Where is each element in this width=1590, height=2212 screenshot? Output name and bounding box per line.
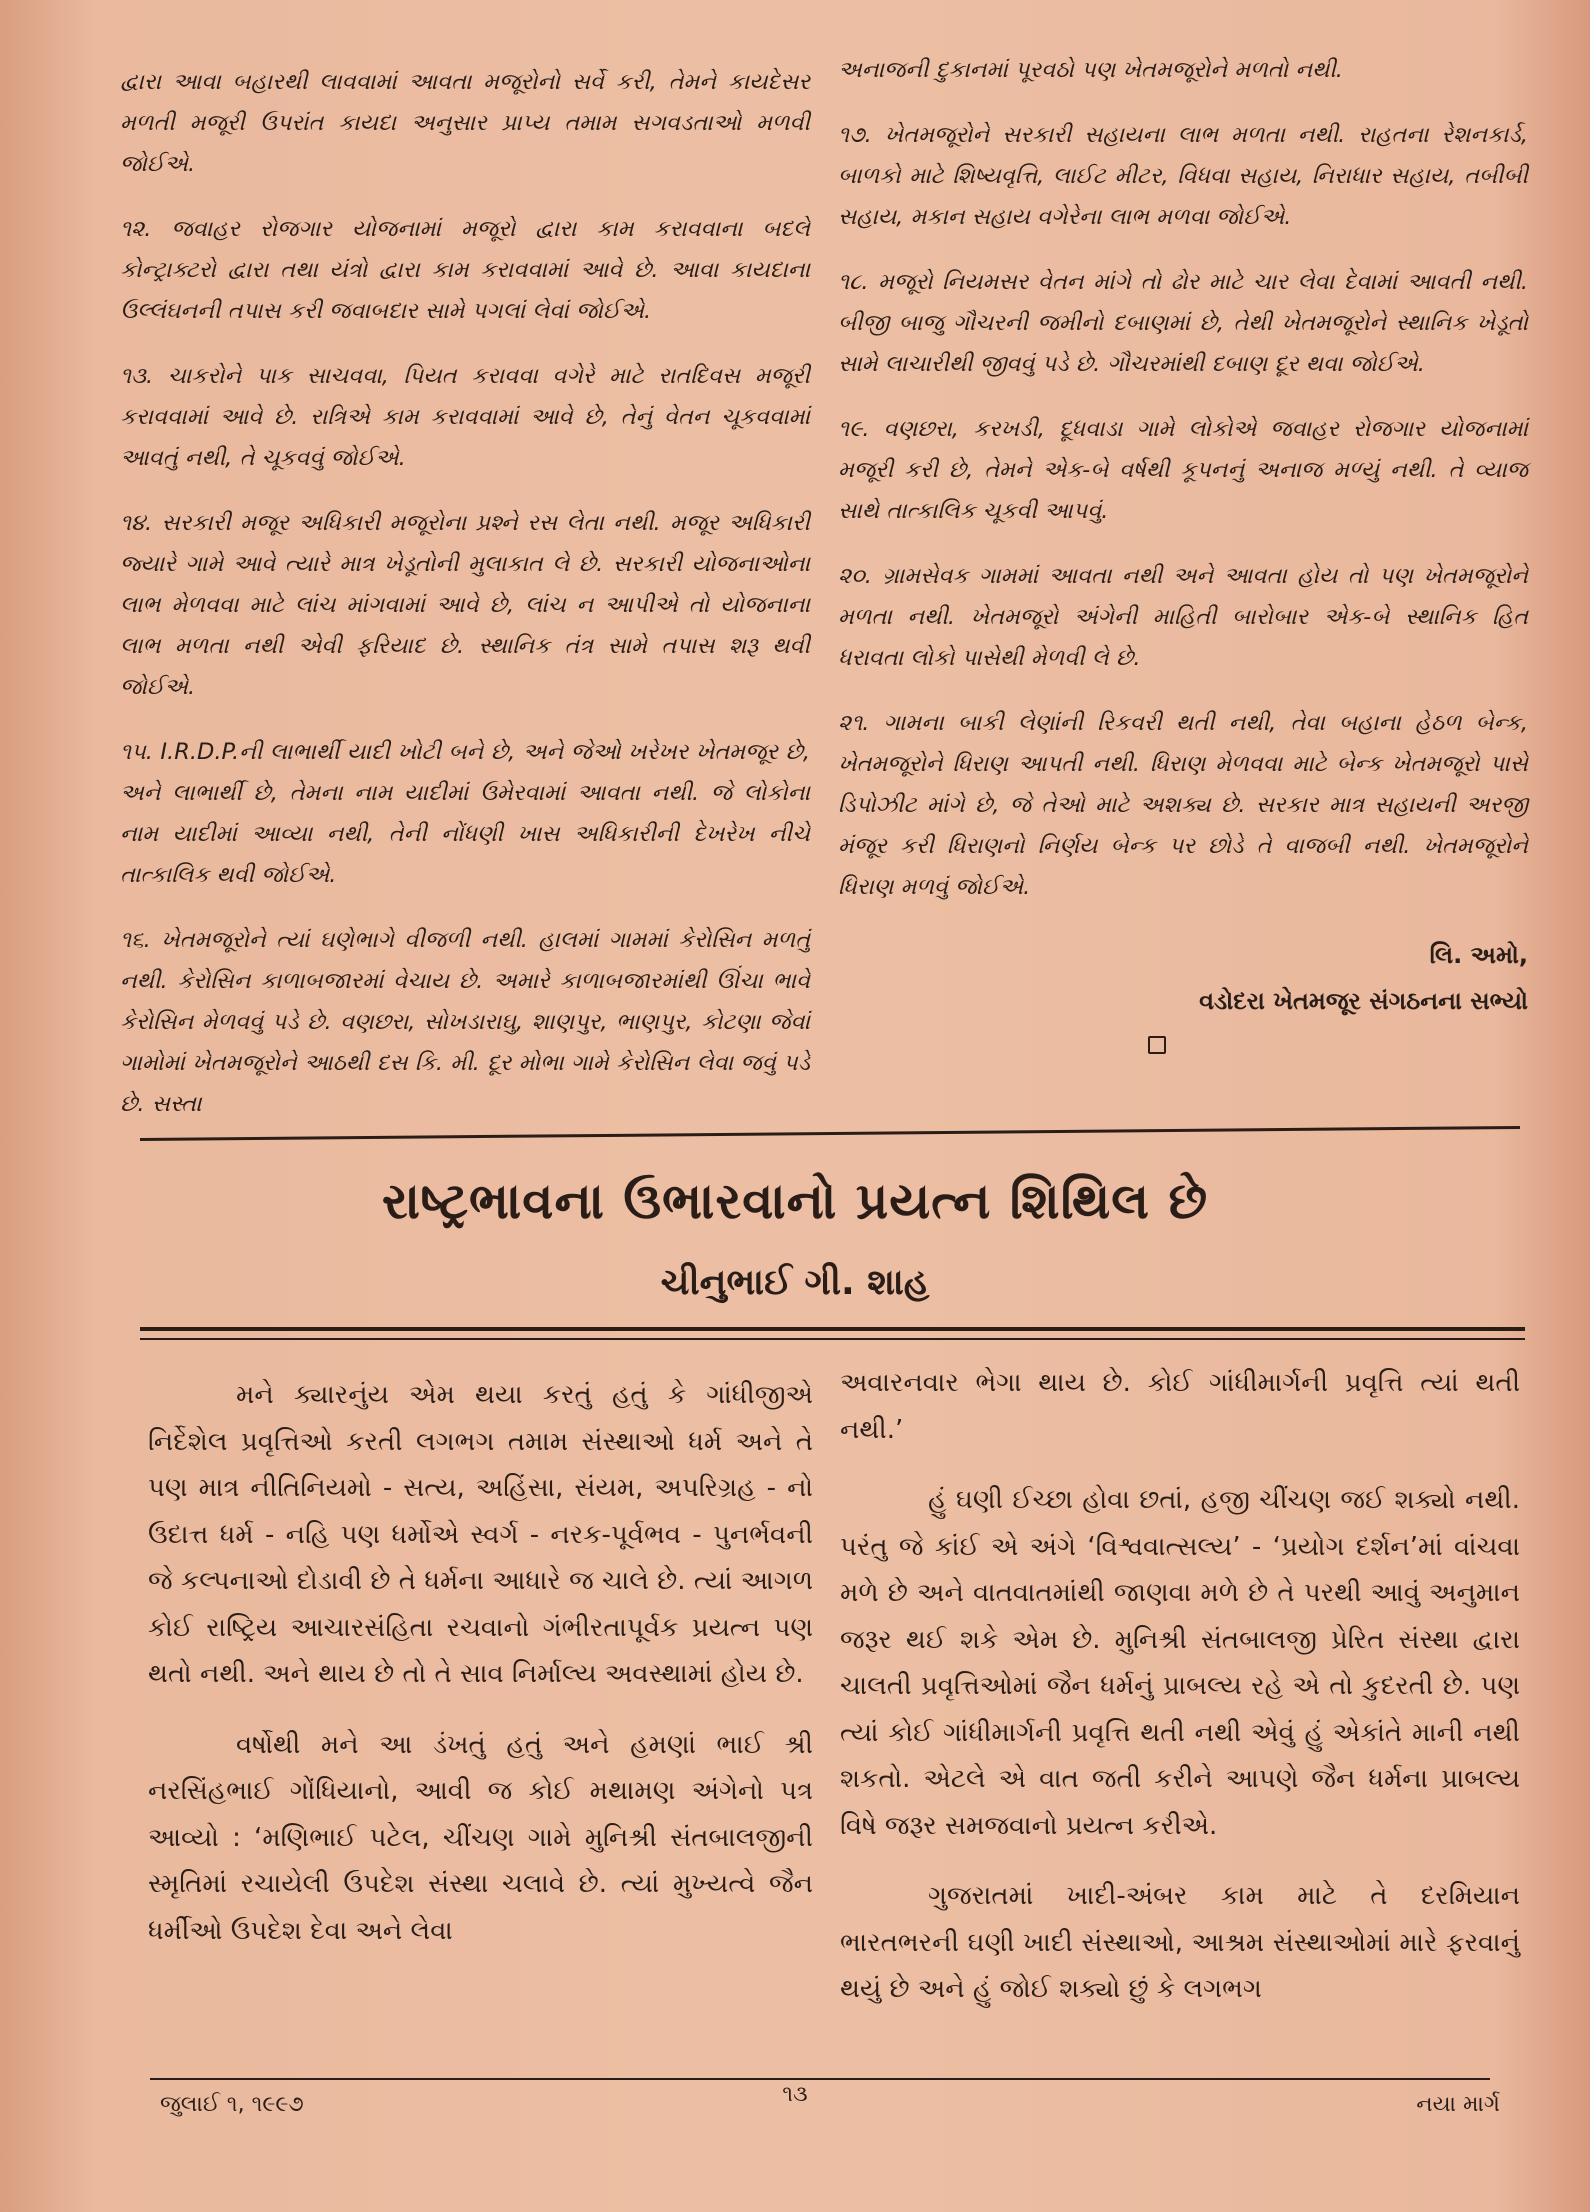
paragraph: ૨૦. ગ્રામસેવક ગામમાં આવતા નથી અને આવતા હોય તો પણ ખેતમજૂરોને મળતા નથી. ખેતમજૂરો અંગેની માહિતી બારોબાર એક-બે સ્થાનિક હિત ધરાવતા લોકો પાસેથી મેળવી લે છે. — [838, 563, 1528, 671]
magazine-name: નયા માર્ગ — [1416, 2092, 1500, 2117]
end-of-article-mark — [1148, 1036, 1166, 1054]
page-number: ૧૩ — [782, 2082, 808, 2107]
paragraph: ૨૧. ગામના બાકી લેણાંની રિકવરી થતી નથી, તેવા બહાના હેઠળ બેન્ક, ખેતમજૂરોને ધિરાણ આપતી નથી. ધિરાણ મેળવવા માટે બેન્ક ખેતમજૂરો પાસે ડિપોઝીટ માંગે છે, જે તેઓ માટે અશક્ય છે. સરકાર માત્ર સહાયની અરજી મંજૂર કરી ધિરાણનો નિર્ણય બેન્ક પર છોડે તે વાજબી નથી. ખેતમજૂરોને ધિરાણ મળવું જોઈએ. — [838, 710, 1528, 900]
paragraph: ૧૬. ખેતમજૂરોને ત્યાં ઘણેભાગે વીજળી નથી. હાલમાં ગામમાં કેરોસિન મળતું નથી. કેરોસિન કાળાબજારમાં વેચાય છે. અમારે કાળાબજારમાંથી ઊંચા ભાવે કેરોસિન મેળવવું પડે છે. વણછરા, સોખડારાઘુ, શાણપુર, ભાણપુર, કોટણા જેવાં ગામોમાં ખેતમજૂરોને આઠથી દસ કિ. મી. દૂર મોભા ગામે કેરોસિન લેવા જવું પડે છે. સસ્તા — [120, 927, 810, 1117]
paragraph: ૧૪. સરકારી મજૂર અધિકારી મજૂરોના પ્રશ્ને રસ લેતા નથી. મજૂર અધિકારી જ્યારે ગામે આવે ત્યારે માત્ર ખેડૂતોની મુલાકાત લે છે. સરકારી યોજનાઓના લાભ મેળવવા માટે લાંચ માંગવામાં આવે છે, લાંચ ન આપીએ તો યોજનાના લાભ મળતા નથી એવી ફરિયાદ છે. સ્થાનિક તંત્ર સામે તપાસ શરૂ થવી જોઈએ. — [120, 510, 810, 700]
footer-date: જુલાઈ ૧, ૧૯૯૭ — [160, 2092, 304, 2117]
paragraph: ૧૫. I.R.D.P.ની લાભાર્થી યાદી ખોટી બને છે, અને જેઓ ખરેખર ખેતમજૂર છે, અને લાભાર્થી છે, તેમના નામ યાદીમાં ઉમેરવામાં આવતા નથી. જે લોકોના નામ યાદીમાં આવ્યા નથી, તેની નોંધણી ખાસ અધિકારીની દેખરેખ નીચે તાત્કાલિક થવી જોઈએ. — [120, 739, 810, 888]
article-title: રાષ્ટ્રભાવના ઉભારવાનો પ્રયત્ન શિથિલ છે — [381, 1172, 1209, 1230]
article-author: ચીનુભાઈ ગી. શાહ — [660, 1262, 930, 1303]
section-divider — [140, 1327, 1525, 1331]
paragraph: દ્વારા આવા બહારથી લાવવામાં આવતા મજૂરોનો સર્વે કરી, તેમને કાયદેસર મળતી મજૂરી ઉપરાંત કાયદા અનુસાર પ્રાપ્ય તમામ સગવડતાઓ મળવી જોઈએ. — [120, 69, 810, 177]
paragraph: ૧૨. જવાહર રોજગાર યોજનામાં મજૂરો દ્વારા કામ કરાવવાના બદલે કોન્ટ્રાક્ટરો દ્વારા તથા યંત્રો દ્વારા કામ કરાવવામાં આવે છે. આવા કાયદાના ઉલ્લંઘનની તપાસ કરી જવાબદાર સામે પગલાં લેવાં જોઈએ. — [120, 216, 810, 324]
paragraph: ૧૩. ચાકરોને પાક સાચવવા, પિયત કરાવવા વગેરે માટે રાતદિવસ મજૂરી કરાવવામાં આવે છે. રાત્રિએ કામ કરાવવામાં આવે છે, તેનું વેતન ચૂકવવામાં આવતું નથી, તે ચૂકવવું જોઈએ. — [120, 363, 810, 471]
signature-line: લિ. અમો, — [1429, 941, 1528, 969]
paragraph: હું ઘણી ઈચ્છા હોવા છતાં, હજી ચીંચણ જઈ શક્યો નથી. પરંતુ જે કાંઈ એ અંગે ‘વિશ્વવાત્સલ્ય’ - ‘પ્રયોગ દર્શન’માં વાંચવા મળે છે અને વાતવાતમાંથી જાણવા મળે છે તે પરથી આવું અનુમાન જરૂર થઈ શકે એમ છે. મુનિશ્રી સંતબાલજી પ્રેરિત સંસ્થા દ્વારા ચાલતી પ્રવૃત્તિઓમાં જૈન ધર્મનું પ્રાબલ્ય રહે એ તો કુદરતી છે. પણ ત્યાં કોઈ ગાંધીમાર્ગની પ્રવૃત્તિ થતી નથી એવું હું એકાંતે માની નથી શકતો. એટલે એ વાત જતી કરીને આપણે જૈન ધર્મના પ્રાબલ્ય વિષે જરૂર સમજવાનો પ્રયત્ન કરીએ. — [840, 1485, 1520, 1841]
footer-divider — [150, 2078, 1490, 2080]
paragraph: ૧૮. મજૂરો નિયમસર વેતન માંગે તો ઢોર માટે ચાર લેવા દેવામાં આવતી નથી. બીજી બાજુ ગૌચરની જમીનો દબાણમાં છે, તેથી ખેતમજૂરોને સ્થાનિક ખેડૂતો સામે લાચારીથી જીવવું પડે છે. ગૌચરમાંથી દબાણ દૂર થવા જોઈએ. — [838, 269, 1528, 377]
paragraph: ૧૭. ખેતમજૂરોને સરકારી સહાયના લાભ મળતા નથી. રાહતના રેશનકાર્ડ, બાળકો માટે શિષ્યવૃત્તિ, લાઈટ મીટર, વિધવા સહાય, નિરાધાર સહાય, તબીબી સહાય, મકાન સહાય વગેરેના લાભ મળવા જોઈએ. — [838, 122, 1528, 230]
paragraph: અનાજની દુકાનમાં પૂરવઠો પણ ખેતમજૂરોને મળતો નથી. — [838, 57, 1343, 83]
top-left-column — [120, 62, 810, 1149]
section-divider — [140, 1338, 1525, 1340]
paragraph: મને ક્યારનુંય એમ થયા કરતું હતું કે ગાંધીજીએ નિર્દેશેલ પ્રવૃત્તિઓ કરતી લગભગ તમામ સંસ્થાઓ ધર્મ અને તે પણ માત્ર નીતિનિયમો - સત્ય, અહિંસા, સંયમ, અપરિગ્રહ - નો ઉદાત્ત ધર્મ - નહિ પણ ધર્મોએ સ્વર્ગ - નરક-પૂર્વભવ - પુનર્ભવની જે કલ્પનાઓ દોડાવી છે તે ધર્મના આધારે જ ચાલે છે. ત્યાં આગળ કોઈ રાષ્ટ્રિય આચારસંહિતા રચવાનો ગંભીરતાપૂર્વક પ્રયત્ન પણ થતો નથી. અને થાય છે તો તે સાવ નિર્માલ્ય અવસ્થામાં હોય છે. — [148, 1380, 813, 1689]
paragraph: ૧૯. વણછરા, કરખડી, દૂધવાડા ગામે લોકોએ જવાહર રોજગાર યોજનામાં મજૂરી કરી છે, તેમને એક-બે વર્ષથી કૂપનનું અનાજ મળ્યું નથી. તે વ્યાજ સાથે તાત્કાલિક ચૂકવી આપવું. — [838, 416, 1528, 524]
paragraph: વર્ષોથી મને આ ડંખતું હતું અને હમણાં ભાઈ શ્રી નરસિંહભાઈ ગોંધિયાનો, આવી જ કોઈ મથામણ અંગેનો પત્ર આવ્યો : ‘મણિભાઈ પટેલ, ચીંચણ ગામે મુનિશ્રી સંતબાલજીની સ્મૃતિમાં રચાયેલી ઉપદેશ સંસ્થા ચલાવે છે. ત્યાં મુખ્યત્વે જૈન ધર્મીઓ ઉપદેશ દેવા અને લેવા — [148, 1729, 813, 1946]
top-right-column — [838, 50, 1528, 1054]
article-right-column — [840, 1360, 1520, 2037]
paragraph: ગુજરાતમાં ખાદી-અંબર કામ માટે તે દરમિયાન ભારતભરની ઘણી ખાદી સંસ્થાઓ, આશ્રમ સંસ્થાઓમાં મારે ફરવાનું થયું છે અને હું જોઈ શક્યો છું કે લગભગ — [840, 1881, 1520, 2004]
signature-organization: વડોદરા ખેતમજૂર સંગઠનના સભ્યો — [1199, 987, 1528, 1015]
article-left-column — [148, 1372, 813, 1978]
paragraph: અવારનવાર ભેગા થાય છે. કોઈ ગાંધીમાર્ગની પ્રવૃત્તિ ત્યાં થતી નથી.’ — [840, 1368, 1520, 1445]
